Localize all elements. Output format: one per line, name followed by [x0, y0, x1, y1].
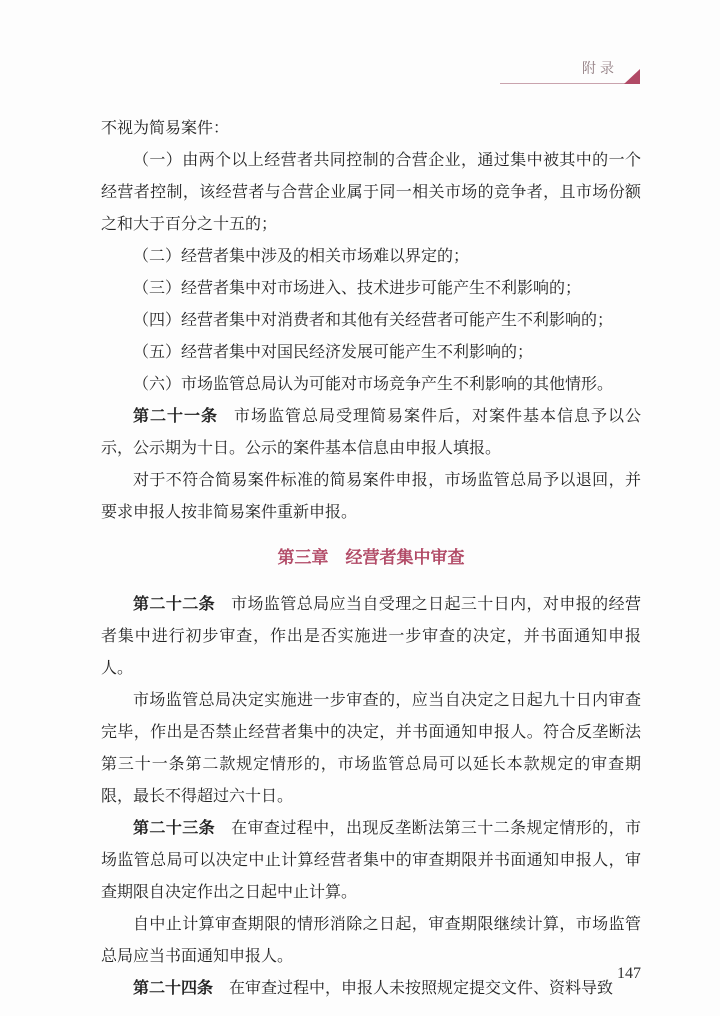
article-21-text: 市场监管总局受理简易案件后，对案件基本信息予以公示，公示期为十日。公示的案件基本信息由申报人填报。 — [101, 406, 641, 457]
article-22 — [101, 588, 641, 684]
list-item-1: （一）由两个以上经营者共同控制的合营企业，通过集中被其中的一个经营者控制，该经营者与合营企业属于同一相关市场的竞争者，且市场份额之和大于百分之十五的； — [101, 150, 641, 233]
article-23-heading: 第二十三条 — [133, 818, 216, 837]
list-item-2: （二）经营者集中涉及的相关市场难以界定的； — [133, 246, 470, 265]
header-section-label: 附录 — [582, 61, 618, 77]
list-item-5: （五）经营者集中对国民经济发展可能产生不利影响的； — [133, 342, 534, 361]
chapter-title: 第三章 经营者集中审查 — [277, 548, 465, 568]
article-21-heading: 第二十一条 — [133, 406, 218, 425]
running-header — [500, 56, 640, 90]
header-rule — [500, 83, 640, 84]
paragraph-continuation: 不视为简易案件： — [101, 118, 230, 137]
page-number: 147 — [617, 965, 641, 982]
article-21-paragraph-2: 对于不符合简易案件标准的简易案件申报，市场监管总局予以退回，并要求申报人按非简易案件重新申报。 — [101, 470, 641, 521]
article-24-heading: 第二十四条 — [133, 978, 214, 997]
list-item-3: （三）经营者集中对市场进入、技术进步可能产生不利影响的； — [133, 278, 582, 297]
list-item-4: （四）经营者集中对消费者和其他有关经营者可能产生不利影响的； — [133, 310, 614, 329]
article-24 — [101, 972, 641, 1004]
list-item-6: （六）市场监管总局认为可能对市场竞争产生不利影响的其他情形。 — [133, 374, 614, 393]
article-24-text: 在审查过程中，申报人未按照规定提交文件、资料导致 — [229, 978, 614, 997]
article-23-text: 在审查过程中，出现反垄断法第三十二条规定情形的，市场监管总局可以决定中止计算经营者集中的审查期限并书面通知申报人，审查期限自决定作出之日起中止计算。 — [101, 818, 641, 901]
article-22-paragraph-2: 市场监管总局决定实施进一步审查的，应当自决定之日起九十日内审查完毕，作出是否禁止经营者集中的决定，并书面通知申报人。符合反垄断法第三十一条第二款规定情形的，市场监管总局可以延长本款规定的审查期限，最长不得超过六十日。 — [101, 690, 641, 805]
article-22-heading: 第二十二条 — [133, 594, 216, 613]
body-text — [101, 112, 641, 1004]
article-23-paragraph-2: 自中止计算审查期限的情形消除之日起，审查期限继续计算，市场监管总局应当书面通知申报人。 — [101, 914, 641, 965]
header-corner-mark — [624, 69, 640, 84]
article-22-text: 市场监管总局应当自受理之日起三十日内，对申报的经营者集中进行初步审查，作出是否实施进一步审查的决定，并书面通知申报人。 — [101, 594, 641, 677]
article-23 — [101, 812, 641, 908]
article-21 — [101, 400, 641, 464]
